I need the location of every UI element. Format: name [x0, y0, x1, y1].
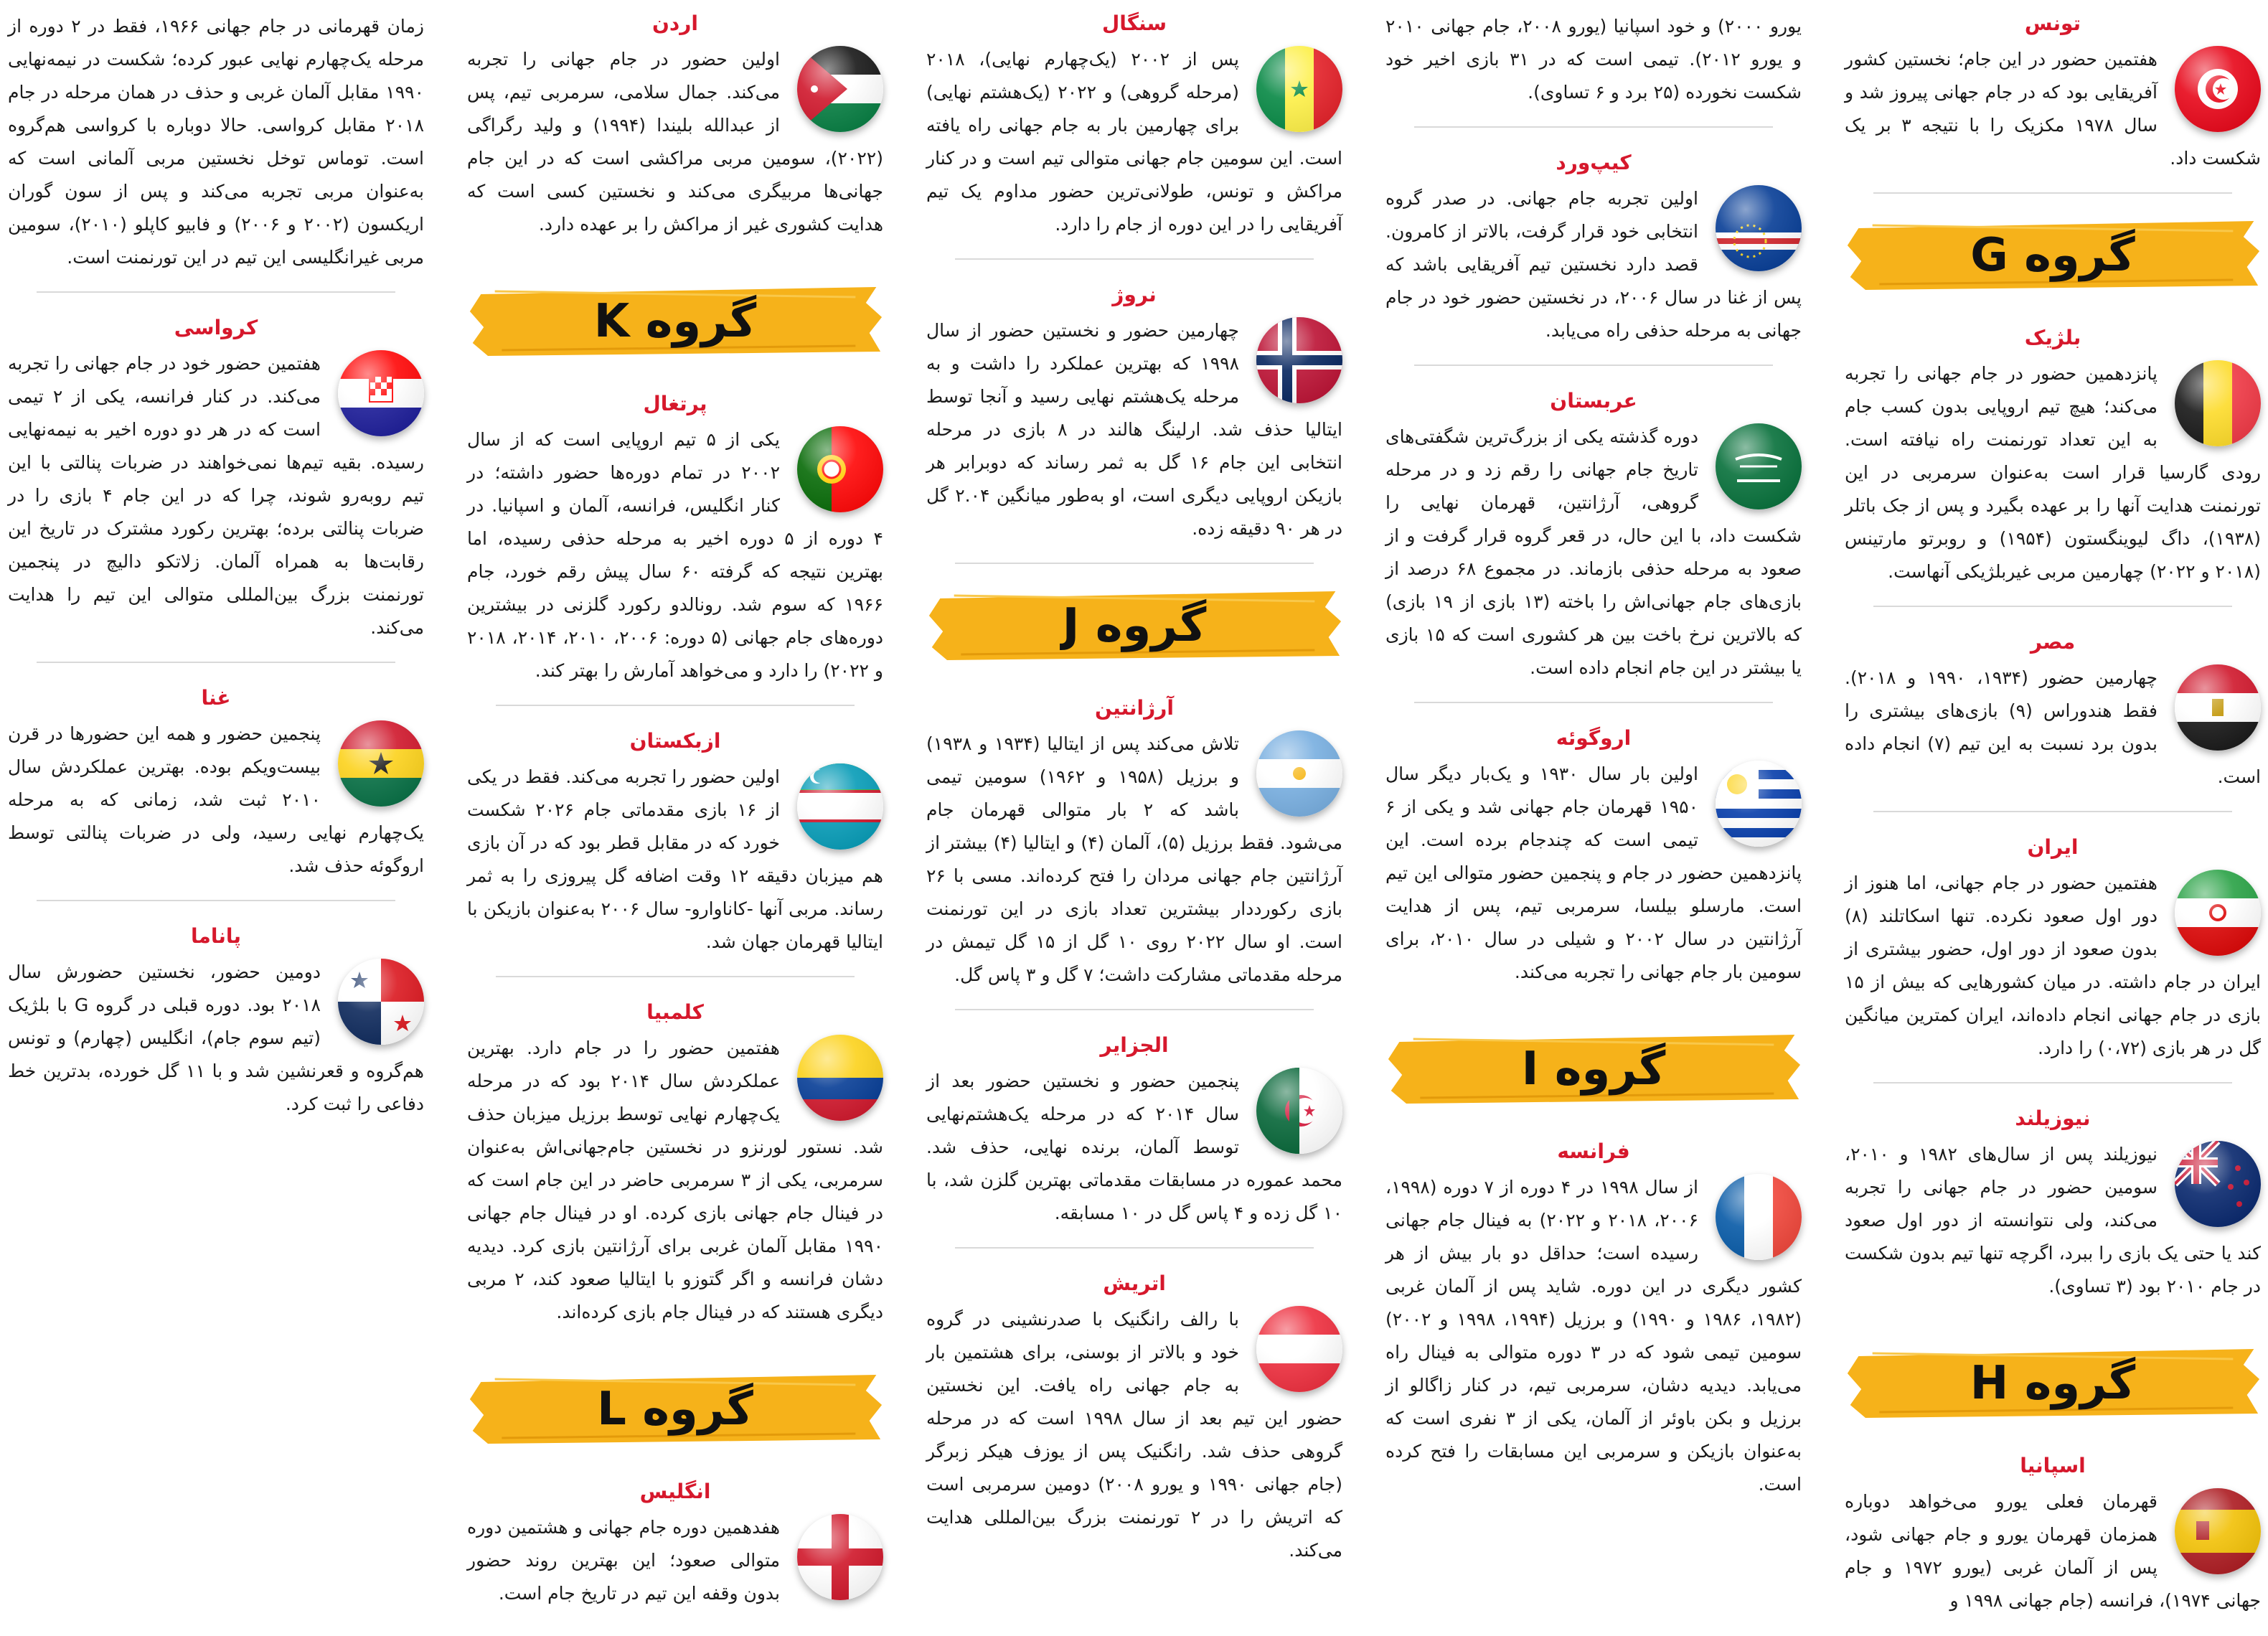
team-croatia [8, 314, 424, 663]
team-france [1385, 1138, 1802, 1520]
team-spain [1845, 1452, 2261, 1636]
column-3 [919, 0, 1350, 1589]
team-description: پنجمین حضور و نخستین حضور بعد از سال ۲۰۱۴ که در مرحله یک‌هشتم‌نهایی توسط آلمان، برنده نهایی، حذف شد. محمد عموره در مسابقات مقدماتی بهترین گلزن شد، با ۱۰ گل زده و ۴ پاس گل در ۱۰ مسابقه. [926, 1071, 1342, 1223]
team-name: بلژیک [2024, 326, 2081, 349]
team-description: هفتمین حضور در جام جهانی، اما هنوز از دور اول صعود نکرده. تنها اسکاتلند (۸) بدون صعود از دور اول، حضور بیشتری از ایران در جام داشته. در میان کشورهایی که بیش از ۱۵ بازی در جام جهانی انجام داده‌اند، ایران کمترین میانگین گل در هر بازی (۰،۷۲) را دارد. [1845, 873, 2261, 1058]
team-name: کرواسی [174, 316, 258, 339]
algeria-flag-icon [1256, 1068, 1342, 1154]
group-title: گروه J [1062, 599, 1207, 652]
portugal-flag-icon [797, 426, 883, 512]
team-description: چهارمین حضور (۱۹۳۴، ۱۹۹۰ و ۲۰۱۸). فقط هندوراس (۹) بازی‌های بیشتری را بدون برد نسبت به این تیم (۷) انجام داده است. [1845, 667, 2261, 787]
team-description: با رالف رانگنیک با صدرنشینی در گروه خود و بالاتر از بوسنی، برای هشتمین بار به جام جهانی راه یافت. این نخستین حضور این تیم بعد از سال ۱۹۹۸ است که در مرحله گروهی حذف شد. رانگنیک پس از یوزف هیکر زبرگر (جام جهانی ۱۹۹۰ و یورو ۲۰۰۸) دومین سرمربی است که اتریش را در ۲ تورنمنت بزرگ بین‌المللی هدایت می‌کند. [926, 1309, 1343, 1561]
team-description: پانزدهمین حضور در جام جهانی را تجربه می‌کند؛ هیچ تیم اروپایی بدون کسب جام به این تعداد تورنمنت راه نیافته است. رودی گارسیا قرار است به‌عنوان سرمربی در این تورنمنت هدایت آنها را بر عهده بگیرد و پس از جک باتلر (۱۹۳۸)، داگ لیوینگستون (۱۹۵۴) و روبرتو مارتینس (۲۰۱۸ و ۲۰۲۲) چهارمین مربی غیربلژیکی آنهاست. [1845, 363, 2262, 582]
team-norway [926, 281, 1342, 564]
group-title: گروه K [593, 295, 757, 348]
group-title: گروه L [597, 1383, 753, 1436]
team-description: اولین حضور را تجربه می‌کند. فقط در یکی از ۱۶ بازی مقدماتی جام ۲۰۲۶ شکست خورد که در مقابل قطر بود که در آن بازی هم میزبان دقیقه ۱۲ وقت اضافه گل پیروزی را به ثمر رساند. مربی آنها -کاناوارو- سال ۲۰۰۶ به‌عنوان بازیکن با ایتالیا قهرمان جهان شد. [467, 766, 883, 952]
team-description: دوره گذشته یکی از بزرگ‌ترین شگفتی‌های تاریخ جام جهانی را رقم زد و در مرحله گروهی، آرژانتین، قهرمان نهایی را شکست داد، با این حال، در قعر گروه قرار گرفت و از صعود به مرحله حذفی بازماند. در مجموع ۶۸ درصد از بازی‌های جام جهانی‌اش را باخته (۱۳ بازی از ۱۹ بازی) که بالاترین نرخ باخت بین هر کشوری است که ۱۵ بازی یا بیشتر در این جام انجام داده است. [1385, 426, 1802, 678]
team-tunisia [1845, 10, 2261, 194]
team-name: غنا [201, 686, 231, 710]
team-name: کیپ‌ورد [1556, 151, 1632, 174]
team-jordan [467, 10, 883, 260]
team-name: ازبکستان [629, 729, 721, 753]
jordan-flag-icon [797, 46, 883, 132]
column-1 [1838, 0, 2268, 1611]
team-description: یورو ۲۰۰۰) و خود اسپانیا (یورو ۲۰۰۸، جام جهانی ۲۰۱۰ و یورو ۲۰۱۲). تیمی است که در ۳۱ بازی اخیر خود شکست نخورده (۲۵ برد و ۶ تساوی). [1385, 16, 1802, 103]
team-name: تونس [2024, 11, 2081, 35]
group-i-banner [1385, 1029, 1802, 1109]
group-h-banner [1845, 1343, 2261, 1424]
team-description: هفتمین حضور در این جام؛ نخستین کشور آفریقایی بود که در جام جهانی پیروز شد و سال ۱۹۷۸ مکزیک را با نتیجه ۳ بر یک شکست داد. [1845, 49, 2261, 169]
team-description: زمان قهرمانی در جام جهانی ۱۹۶۶، فقط در ۲ دوره از مرحله یک‌چهارم نهایی عبور کرده؛ شکست در نیمه‌نهایی ۱۹۹۰ مقابل آلمان غربی و حذف در همان مرحله در جام ۲۰۱۸ مقابل کرواسی. حالا دوباره با کرواسی هم‌گروه است. توماس توخل نخستین مربی آلمانی است که به‌عنوان مربی تجربه می‌کند و پس از سون گوران اریکسون (۲۰۰۲ و ۲۰۰۶) و فابیو کاپلو (۲۰۱۰)، سومین مربی غیرانگلیسی این تیم در این تورنمنت است. [8, 16, 424, 268]
column-2 [1378, 0, 1809, 1589]
team-name: مصر [2030, 630, 2076, 654]
team-argentina [926, 695, 1342, 1010]
team-saudi-arabia [1385, 387, 1802, 703]
team-senegal [926, 10, 1342, 260]
egypt-flag-icon [2175, 664, 2261, 751]
team-description: هفتمین حضور خود در جام جهانی را تجربه می‌کند. در کنار فرانسه، یکی از ۲ تیمی است که در هر دو دوره اخیر به نیمه‌نهایی رسیده. بقیه تیم‌ها نمی‌خواهند در ضربات پنالتی با این تیم روبه‌رو شوند، چرا که در این جام ۴ بازی را در ضربات پنالتی برده؛ بهترین رکورد مشترک در تاریخ این رقابت‌ها به همراه آلمان. زلاتکو دالیچ در پنجمین تورنمنت بزرگ بین‌المللی متوالی این تیم را هدایت می‌کند. [8, 353, 424, 638]
uruguay-flag-icon [1716, 761, 1802, 847]
team-description: هفتمین حضور را در جام دارد. بهترین عملکردش سال ۲۰۱۴ بود که در مرحله یک‌چهارم نهایی توسط برزیل میزبان حذف شد. نستور لورنزو در نخستین جام‌جهانی‌اش به‌عنوان سرمربی، یکی از ۳ سرمربی حاضر در این جام است که در فینال جام جهانی بازی کرده. او در فینال جام جهانی ۱۹۹۰ مقابل آلمان غربی برای آرژانتین بازی کرد. دیدیه دشان فرانسه و اگر گتوزو با ایتالیا صعود کند، ۲ مربی دیگری هستند که در فینال جام بازی کرده‌اند. [467, 1038, 884, 1322]
group-title: گروه H [1970, 1357, 2136, 1410]
group-k-banner [467, 281, 883, 362]
team-england-continued [8, 10, 424, 293]
team-egypt [1845, 629, 2261, 812]
team-description: دومین حضور، نخستین حضورش سال ۲۰۱۸ بود. دوره قبلی در گروه G با بلژیک (تیم سوم جام)، انگلیس (چهارم) و تونس هم‌گروه و قعرنشین شد و با ۱۱ گل خورده، بدترین خط دفاعی را ثبت کرد. [8, 962, 424, 1114]
team-description: هفدهمین دوره جام جهانی و هشتمین دوره متوالی صعود؛ این بهترین روند حضور بدون وقفه این تیم در تاریخ جام است. [467, 1517, 780, 1604]
team-name: اروگوئه [1556, 726, 1632, 750]
team-name: پاناما [191, 924, 241, 948]
team-description: اولین تجربه جام جهانی. در صدر گروه انتخابی خود قرار گرفت، بالاتر از کامرون. قصد دارد نخستین تیم آفریقایی باشد که پس از غنا در سال ۲۰۰۶، در نخستین حضور خود در جام جهانی به مرحله حذفی راه می‌یابد. [1385, 188, 1802, 341]
team-name: آرژانتین [1094, 696, 1174, 720]
panama-flag-icon [338, 959, 424, 1045]
team-new-zealand [1845, 1105, 2261, 1322]
team-panama [8, 923, 424, 1139]
croatia-flag-icon [338, 350, 424, 436]
team-description: چهارمین حضور و نخستین حضور از سال ۱۹۹۸ که بهترین عملکرد را داشت و به مرحله یک‌هشتم نهایی رسید و آنجا توسط ایتالیا حذف شد. ارلینگ هالند در ۸ بازی در مرحله انتخابی این جام ۱۶ گل به ثمر رساند که دوبرابر هر بازیکن اروپایی دیگری است، او به‌طور میانگین ۲.۰۴ گل در هر ۹۰ دقیقه زده. [926, 320, 1342, 539]
team-name: اسپانیا [2020, 1454, 2086, 1477]
team-name: ایران [2027, 835, 2079, 859]
cape-verde-flag-icon [1716, 185, 1802, 271]
team-description: قهرمان فعلی یورو می‌خواهد دوباره همزمان قهرمان یورو و جام جهانی شود، پس از آلمان غربی (یورو ۱۹۷۲ و جام جهانی ۱۹۷۴)، فرانسه (جام جهانی ۱۹۹۸ و [1845, 1491, 2261, 1611]
team-iran [1845, 834, 2261, 1083]
team-name: الجزایر [1100, 1033, 1169, 1057]
team-name: اتریش [1103, 1271, 1166, 1295]
new-zealand-flag-icon [2175, 1141, 2261, 1227]
team-description: پنجمین حضور و همه این حضورها در قرن بیست‌ویکم بوده. بهترین عملکردش سال ۲۰۱۰ ثبت شد، زمانی که به مرحله یک‌چهارم نهایی رسید، ولی در ضربات پنالتی توسط اروگوئه حذف شد. [8, 723, 424, 876]
team-austria [926, 1270, 1342, 1586]
team-name: نروژ [1112, 283, 1157, 306]
team-spain-continued [1385, 10, 1802, 128]
tunisia-flag-icon [2175, 46, 2261, 132]
austria-flag-icon [1256, 1306, 1342, 1392]
team-uruguay [1385, 725, 1802, 1007]
team-description: از سال ۱۹۹۸ در ۴ دوره از ۷ دوره (۱۹۹۸، ۲۰۰۶، ۲۰۱۸ و ۲۰۲۲) به فینال جام جهانی رسیده است؛ حداقل دو بار بیش از هر کشور دیگری در این دوره. شاید پس از آلمان غربی (۱۹۸۲، ۱۹۸۶ و ۱۹۹۰) و برزیل (۱۹۹۴، ۱۹۹۸ و ۲۰۰۲) سومین تیمی شود که در ۳ دوره متوالی به فینال راه می‌یابد. دیدیه دشان، سرمربی تیم، در کنار زاگالو از برزیل و بکن باوئر از آلمان، یکی از ۳ نفری است که به‌عنوان بازیکن و سرمربی این مسابقات را فتح کرده است. [1385, 1177, 1802, 1495]
england-flag-icon [797, 1514, 883, 1600]
team-name: اردن [652, 11, 698, 35]
team-uzbekistan [467, 728, 883, 977]
team-name: نیوزیلند [2015, 1106, 2091, 1130]
team-colombia [467, 999, 883, 1348]
column-4 [460, 0, 890, 1604]
group-l-banner [467, 1369, 883, 1449]
team-description: اولین حضور در جام جهانی را تجربه می‌کند. جمال سلامی، سرمربی تیم، پس از عبدالله بلیندا (۱۹۹۴) و ولید رگراگی (۲۰۲۲)، سومین مربی مراکشی است که در این جام جهانی‌ها مربیگری می‌کند و نخستین کسی است که هدایت کشوری غیر از مراکش را بر عهده دارد. [467, 49, 883, 235]
norway-flag-icon [1256, 317, 1342, 403]
group-title: گروه G [1970, 229, 2135, 282]
uzbekistan-flag-icon [797, 763, 883, 850]
team-description: تلاش می‌کند پس از ایتالیا (۱۹۳۴ و ۱۹۳۸) و برزیل (۱۹۵۸ و ۱۹۶۲) سومین تیمی باشد که ۲ بار متوالی قهرمان جام می‌شود. فقط برزیل (۵)، آلمان (۴) و ایتالیا (۴) بیشتر از آرژانتین جام جهانی مردان را فتح کرده‌اند. مسی با ۲۶ بازی رکورددار بیشترین تعداد بازی در این تورنمنت است. او سال ۲۰۲۲ روی ۱۰ گل از ۱۵ گل تیمش در مرحله مقدماتی مشارکت داشت؛ ۷ گل و ۳ پاس گل. [926, 733, 1343, 985]
team-name: فرانسه [1557, 1139, 1630, 1163]
ghana-flag-icon [338, 720, 424, 807]
team-algeria [926, 1032, 1342, 1249]
team-description: پس از ۲۰۰۲ (یک‌چهارم نهایی)، ۲۰۱۸ (مرحله گروهی) و ۲۰۲۲ (یک‌هشتم نهایی) برای چهارمین بار به جام جهانی راه یافته است. این سومین جام جهانی متوالی تیم است و در کنار مراکش و تونس، طولانی‌ترین حضور مداوم یک تیم آفریقایی را در این دوره از جام را دارد. [926, 49, 1342, 235]
team-ghana [8, 685, 424, 901]
saudi-arabia-flag-icon [1716, 423, 1802, 509]
team-name: انگلیس [639, 1480, 711, 1503]
team-england [467, 1478, 883, 1629]
group-j-banner [926, 586, 1342, 666]
belgium-flag-icon [2175, 360, 2261, 446]
spain-flag-icon [2175, 1488, 2261, 1574]
senegal-flag-icon [1256, 46, 1342, 132]
team-name: کلمبیا [646, 1000, 704, 1024]
france-flag-icon [1716, 1174, 1802, 1260]
argentina-flag-icon [1256, 730, 1342, 817]
team-name: پرتغال [643, 392, 707, 415]
team-description: نیوزیلند پس از سال‌های ۱۹۸۲ و ۲۰۱۰، سومین حضور در جام جهانی را تجربه می‌کند، ولی نتوانسته از دور اول صعود کند یا حتی یک بازی را ببرد، اگرچه تنها تیم بدون شکست در جام ۲۰۱۰ بود (۳ تساوی). [1845, 1144, 2261, 1297]
team-description: یکی از ۵ تیم اروپایی است که از سال ۲۰۰۲ در تمام دوره‌ها حضور داشته؛ در کنار انگلیس، فرانسه، آلمان و اسپانیا. در ۴ دوره از ۵ دوره اخیر به مرحله حذفی رسیده، اما بهترین نتیجه که گرفته ۶۰ سال پیش رقم خورد، جام ۱۹۶۶ که سوم شد. رونالدو رکورد گلزنی در بیشترین دوره‌های جام جهانی (۵ دوره: ۲۰۰۶، ۲۰۱۰، ۲۰۱۴، ۲۰۱۸ و ۲۰۲۲) را دارد و می‌خواهد آمارش را بهتر کند. [467, 429, 884, 681]
iran-flag-icon [2175, 870, 2261, 956]
team-cape-verde [1385, 149, 1802, 366]
team-description: اولین بار سال ۱۹۳۰ و یک‌بار دیگر سال ۱۹۵۰ قهرمان جام جهانی شد و یکی از ۶ تیمی است که چندجام برده است. این پانزدهمین حضور در جام و پنجمین حضور متوالی این تیم است. مارسلو بیلسا، سرمربی تیم، پس از هدایت آرژانتین در سال ۲۰۰۲ و شیلی در سال ۲۰۱۰، برای سومین بار جام جهانی را تجربه می‌کند. [1385, 763, 1802, 982]
team-name: سنگال [1101, 11, 1167, 35]
team-belgium [1845, 324, 2261, 607]
column-5 [1, 0, 431, 1589]
team-name: عربستان [1550, 389, 1637, 413]
group-g-banner [1845, 215, 2261, 296]
colombia-flag-icon [797, 1035, 883, 1121]
team-portugal [467, 390, 883, 706]
group-title: گروه I [1521, 1043, 1666, 1096]
